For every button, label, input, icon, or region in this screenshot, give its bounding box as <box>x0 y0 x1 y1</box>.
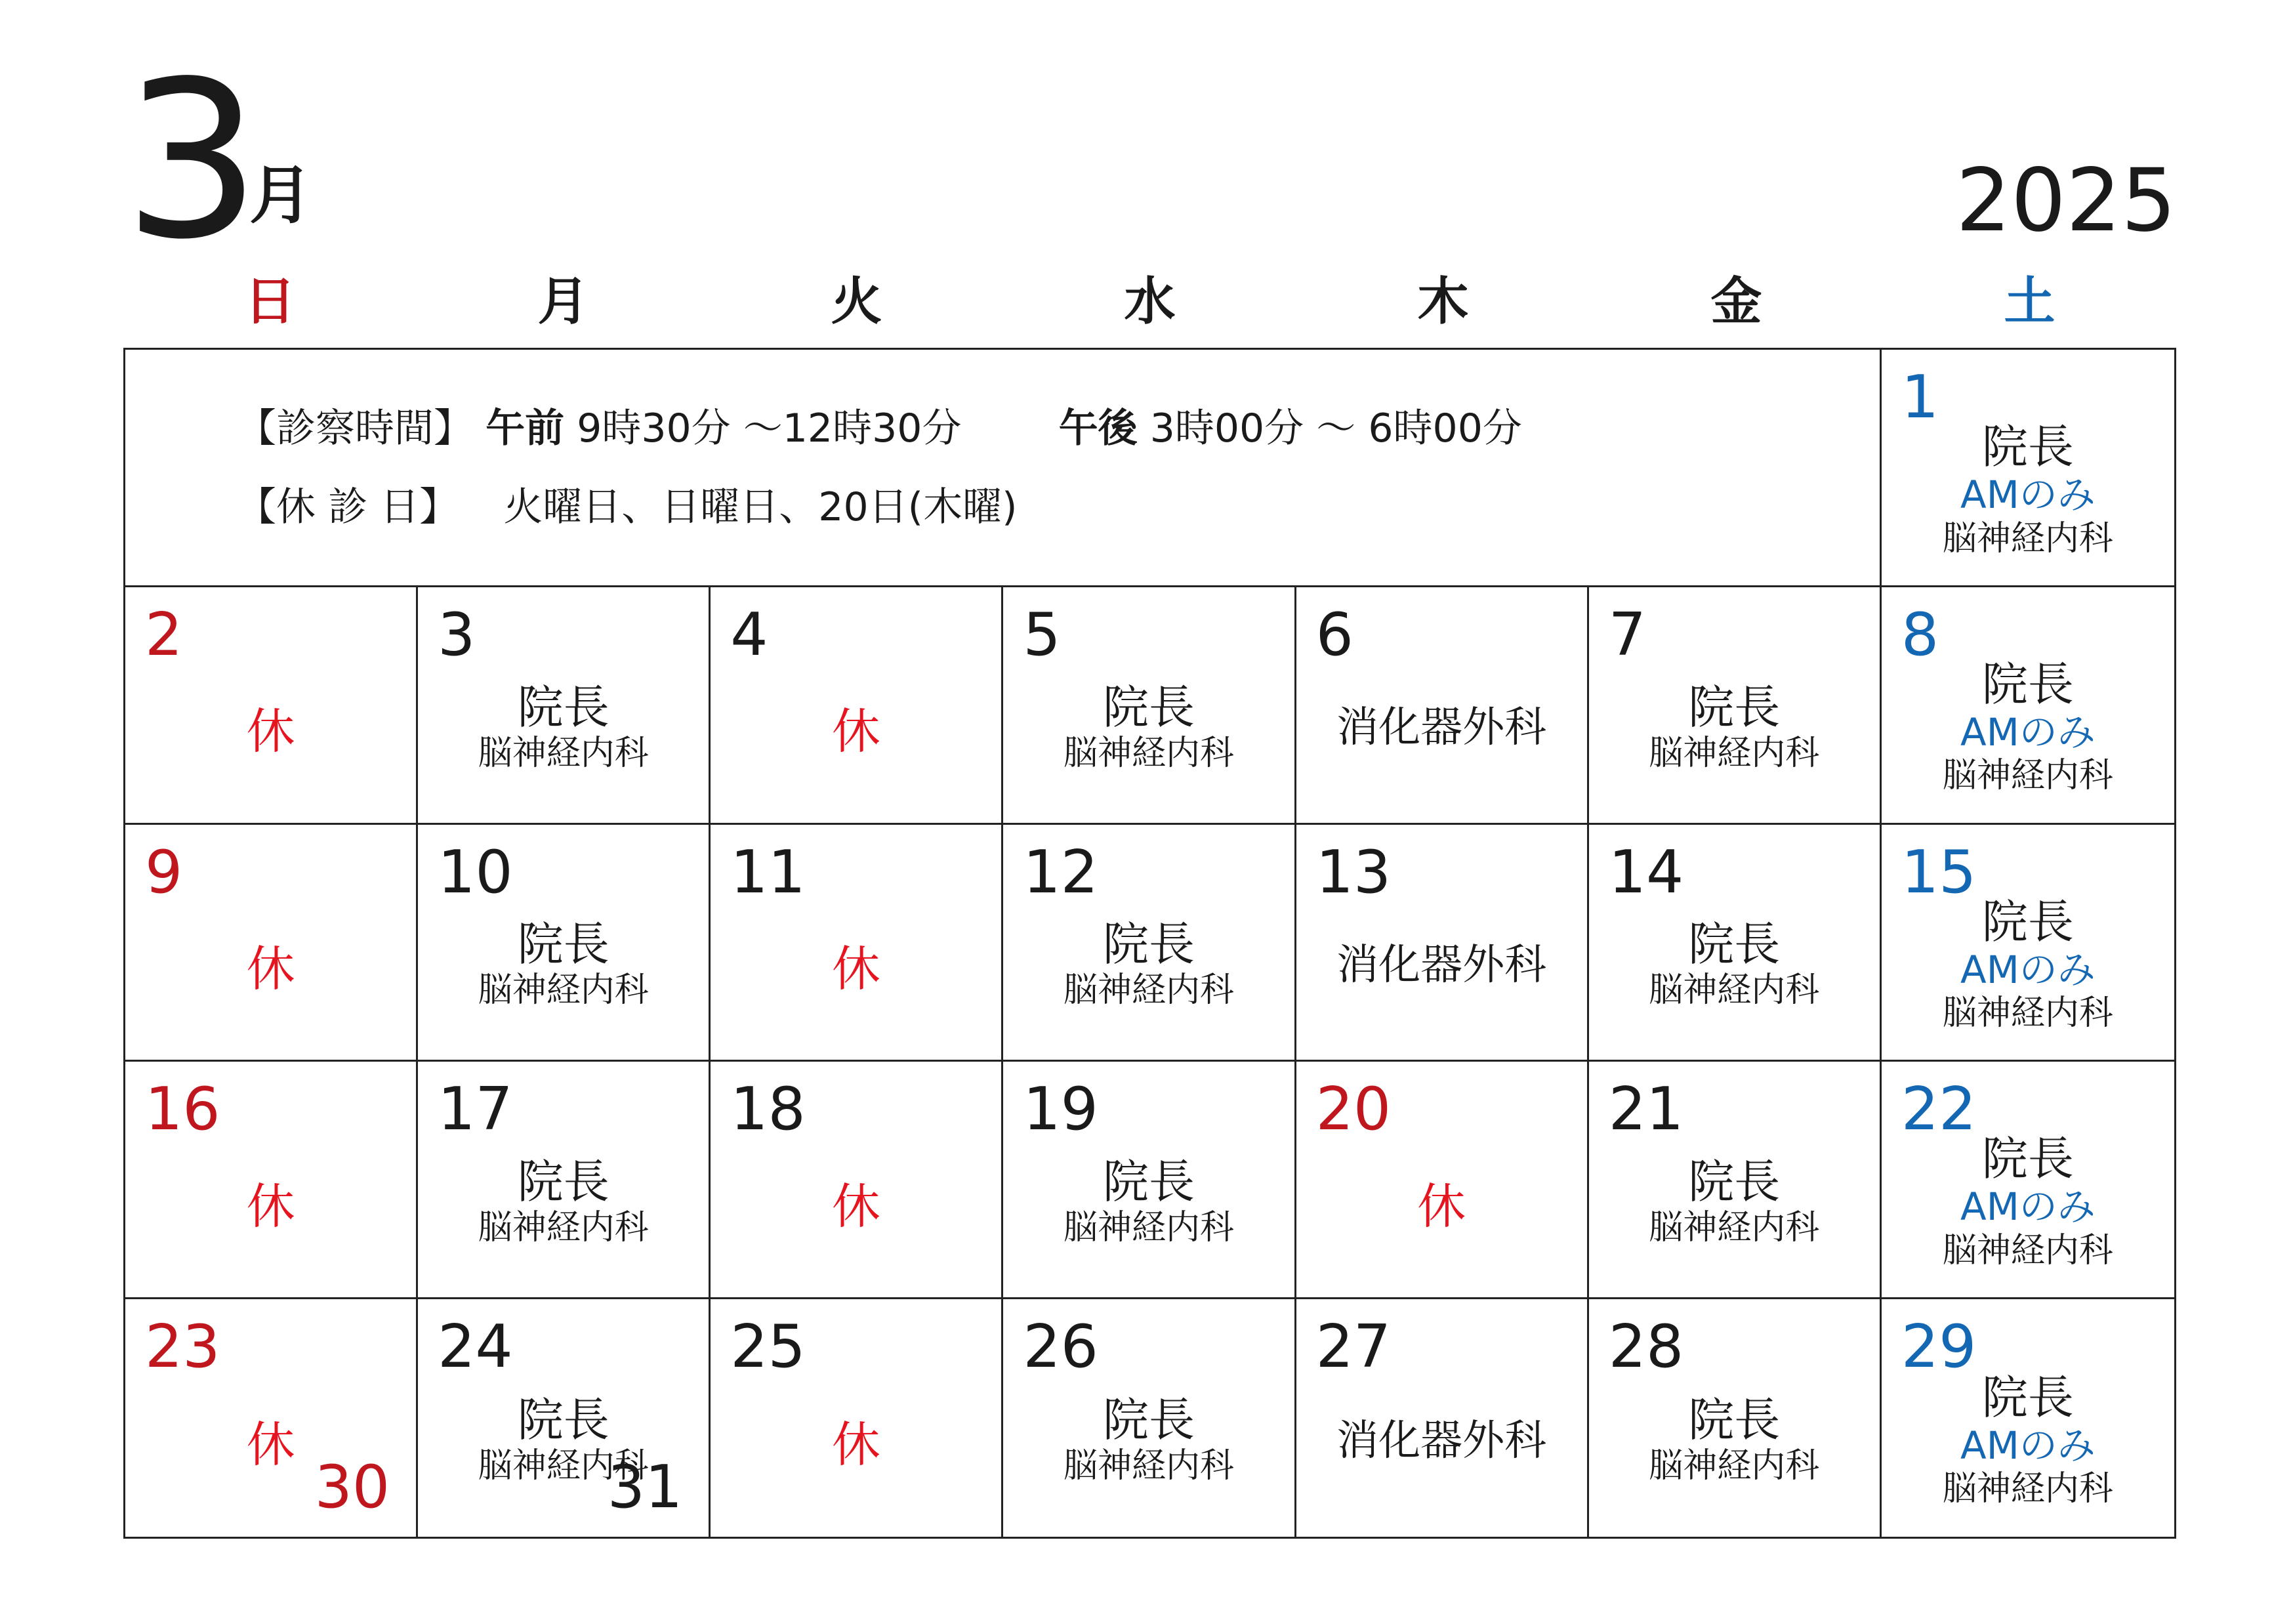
day-cell <box>418 1062 711 1299</box>
day-schedule <box>1003 825 1294 1060</box>
day-number: 21 <box>1608 1075 1684 1144</box>
department-label: 脳神経内科 <box>1942 1230 2113 1270</box>
am-only-label: AMのみ <box>1960 709 2096 755</box>
department-label: 脳神経内科 <box>478 1446 649 1486</box>
doctor-label: 院長 <box>1981 1132 2074 1186</box>
department-label: 脳神経内科 <box>1942 756 2113 796</box>
closed-label: 休 <box>831 1178 880 1235</box>
day-schedule <box>125 825 416 1060</box>
department-label: 脳神経内科 <box>1649 1208 1820 1248</box>
day-cell <box>1003 825 1296 1062</box>
day-schedule <box>1003 1062 1294 1297</box>
weekday-header <box>123 269 2176 335</box>
pm-label: 午後 <box>1058 406 1138 451</box>
doctor-label: 院長 <box>1102 1155 1195 1209</box>
am-only-label: AMのみ <box>1960 472 2096 517</box>
day-cell <box>1882 825 2174 1062</box>
day-cell <box>1882 1062 2174 1299</box>
doctor-label: 院長 <box>517 917 609 972</box>
day-number: 17 <box>438 1075 513 1144</box>
closed-label: 休 <box>1417 1178 1466 1235</box>
weekday-mon: 月 <box>537 272 589 331</box>
closed-line <box>237 484 1018 530</box>
day-cell <box>1003 1062 1296 1299</box>
day-cell <box>1296 1299 1589 1537</box>
day-schedule <box>1882 1062 2174 1297</box>
day-cell <box>418 587 711 825</box>
day-cell <box>125 1062 418 1299</box>
closed-label: 休 <box>246 703 295 760</box>
hours-label: 【診察時間】 <box>237 406 473 451</box>
day-schedule <box>1589 825 1880 1060</box>
day-number: 12 <box>1023 837 1098 907</box>
doctor-label: 院長 <box>1981 419 2074 474</box>
day-cell <box>1589 825 1882 1062</box>
day-number: 11 <box>730 837 806 907</box>
doctor-label: 院長 <box>1981 657 2074 711</box>
day-schedule <box>1296 587 1587 823</box>
surgery-label: 消化器外科 <box>1336 940 1547 989</box>
department-label: 脳神経内科 <box>1063 1446 1234 1486</box>
doctor-label: 院長 <box>517 1155 609 1209</box>
doctor-label: 院長 <box>1981 894 2074 949</box>
closed-label: 休 <box>246 1417 295 1474</box>
day-number: 15 <box>1901 837 1977 907</box>
day-cell <box>711 1299 1003 1537</box>
weekday-wed: 水 <box>1124 272 1176 331</box>
department-label: 脳神経内科 <box>1942 993 2113 1033</box>
day-cell <box>418 825 711 1062</box>
closed-label: 【休 診 日】 <box>237 484 459 530</box>
doctor-label: 院長 <box>1102 1393 1195 1447</box>
am-label: 午前 <box>485 406 565 451</box>
day-number: 5 <box>1023 600 1061 669</box>
day-schedule <box>1296 1299 1587 1537</box>
day-cell <box>1296 587 1589 825</box>
day-number: 8 <box>1901 600 1939 669</box>
day-number: 7 <box>1608 600 1646 669</box>
closed-days: 火曜日、日曜日、20日(木曜) <box>503 484 1018 530</box>
day-number: 28 <box>1608 1312 1684 1382</box>
closed-label: 休 <box>831 703 880 760</box>
day-schedule <box>418 825 709 1060</box>
day-cell <box>1882 587 2174 825</box>
department-label: 脳神経内科 <box>1063 733 1234 773</box>
am-time: 9時30分 ～12時30分 <box>577 406 962 451</box>
extra-day-number: 31 <box>607 1452 683 1522</box>
day-cell <box>1882 350 2174 587</box>
clinic-info <box>125 350 1882 587</box>
day-cell <box>1296 1062 1589 1299</box>
doctor-label: 院長 <box>1981 1370 2074 1425</box>
day-number: 2 <box>145 600 183 669</box>
closed-label: 休 <box>246 940 295 997</box>
closed-label: 休 <box>831 1417 880 1474</box>
weekday-thu: 木 <box>1417 272 1469 331</box>
day-cell <box>1589 1299 1882 1537</box>
day-number: 10 <box>438 837 513 907</box>
day-schedule <box>1296 825 1587 1060</box>
day-schedule <box>125 1062 416 1297</box>
pm-time: 3時00分 ～ 6時00分 <box>1149 406 1522 451</box>
day-cell <box>1589 1062 1882 1299</box>
day-number: 20 <box>1315 1075 1392 1144</box>
day-number: 23 <box>145 1312 220 1382</box>
day-cell <box>711 825 1003 1062</box>
day-cell <box>1003 1299 1296 1537</box>
closed-label: 休 <box>831 940 880 997</box>
day-number: 1 <box>1901 363 1939 432</box>
calendar-grid <box>123 348 2176 1539</box>
day-schedule <box>711 587 1001 823</box>
surgery-label: 消化器外科 <box>1336 1416 1547 1465</box>
day-number: 24 <box>438 1312 513 1382</box>
day-number: 4 <box>730 600 768 669</box>
doctor-label: 院長 <box>1102 917 1195 972</box>
day-schedule <box>418 1062 709 1297</box>
weekday-sat: 土 <box>2004 272 2055 331</box>
day-number: 6 <box>1315 600 1353 669</box>
day-schedule <box>1882 1299 2174 1537</box>
day-schedule <box>125 587 416 823</box>
department-label: 脳神経内科 <box>1942 1469 2113 1509</box>
department-label: 脳神経内科 <box>478 733 649 773</box>
day-number: 26 <box>1023 1312 1098 1382</box>
day-cell <box>1589 587 1882 825</box>
day-schedule <box>1882 587 2174 823</box>
hours-line <box>237 406 1522 451</box>
doctor-label: 院長 <box>1688 1393 1781 1447</box>
day-number: 13 <box>1315 837 1392 907</box>
department-label: 脳神経内科 <box>478 970 649 1010</box>
day-schedule <box>1003 587 1294 823</box>
department-label: 脳神経内科 <box>1063 1208 1234 1248</box>
day-schedule <box>1882 825 2174 1060</box>
day-schedule <box>1589 1062 1880 1297</box>
day-number: 29 <box>1901 1312 1977 1382</box>
day-number: 22 <box>1901 1075 1977 1144</box>
month-number: 3 <box>123 35 261 287</box>
day-schedule <box>1589 587 1880 823</box>
day-number: 18 <box>730 1075 806 1144</box>
day-schedule <box>711 1299 1001 1537</box>
department-label: 脳神経内科 <box>478 1208 649 1248</box>
day-schedule <box>1882 350 2174 585</box>
day-schedule <box>1296 1062 1587 1297</box>
weekday-fri: 金 <box>1710 272 1762 331</box>
closed-label: 休 <box>246 1178 295 1235</box>
am-only-label: AMのみ <box>1960 947 2096 992</box>
doctor-label: 院長 <box>1688 917 1781 972</box>
doctor-label: 院長 <box>1688 680 1781 734</box>
year: 2025 <box>1956 150 2176 251</box>
day-number: 27 <box>1315 1312 1392 1382</box>
day-cell <box>125 587 418 825</box>
doctor-label: 院長 <box>517 1393 609 1447</box>
day-cell <box>418 1299 711 1537</box>
day-cell <box>711 587 1003 825</box>
day-number: 3 <box>438 600 476 669</box>
day-schedule <box>418 587 709 823</box>
department-label: 脳神経内科 <box>1063 970 1234 1010</box>
am-only-label: AMのみ <box>1960 1423 2096 1468</box>
am-only-label: AMのみ <box>1960 1184 2096 1230</box>
department-label: 脳神経内科 <box>1649 970 1820 1010</box>
day-cell <box>711 1062 1003 1299</box>
doctor-label: 院長 <box>1102 680 1195 734</box>
day-cell <box>125 1299 418 1537</box>
day-number: 19 <box>1023 1075 1098 1144</box>
day-cell <box>1882 1299 2174 1537</box>
day-number: 25 <box>730 1312 806 1382</box>
doctor-label: 院長 <box>1688 1155 1781 1209</box>
day-schedule <box>1003 1299 1294 1537</box>
surgery-label: 消化器外科 <box>1336 703 1547 752</box>
day-number: 14 <box>1608 837 1684 907</box>
day-schedule <box>1589 1299 1880 1537</box>
weekday-tue: 火 <box>831 272 882 331</box>
department-label: 脳神経内科 <box>1649 733 1820 773</box>
day-number: 9 <box>145 837 183 907</box>
day-schedule <box>711 1062 1001 1297</box>
day-schedule <box>711 825 1001 1060</box>
doctor-label: 院長 <box>517 680 609 734</box>
day-cell <box>125 825 418 1062</box>
day-cell <box>1003 587 1296 825</box>
extra-day-number: 30 <box>314 1452 390 1522</box>
department-label: 脳神経内科 <box>1649 1446 1820 1486</box>
department-label: 脳神経内科 <box>1942 518 2113 558</box>
month-label: 月 <box>249 159 312 232</box>
day-number: 16 <box>145 1075 220 1144</box>
weekday-sun: 日 <box>244 272 296 331</box>
day-cell <box>1296 825 1589 1062</box>
